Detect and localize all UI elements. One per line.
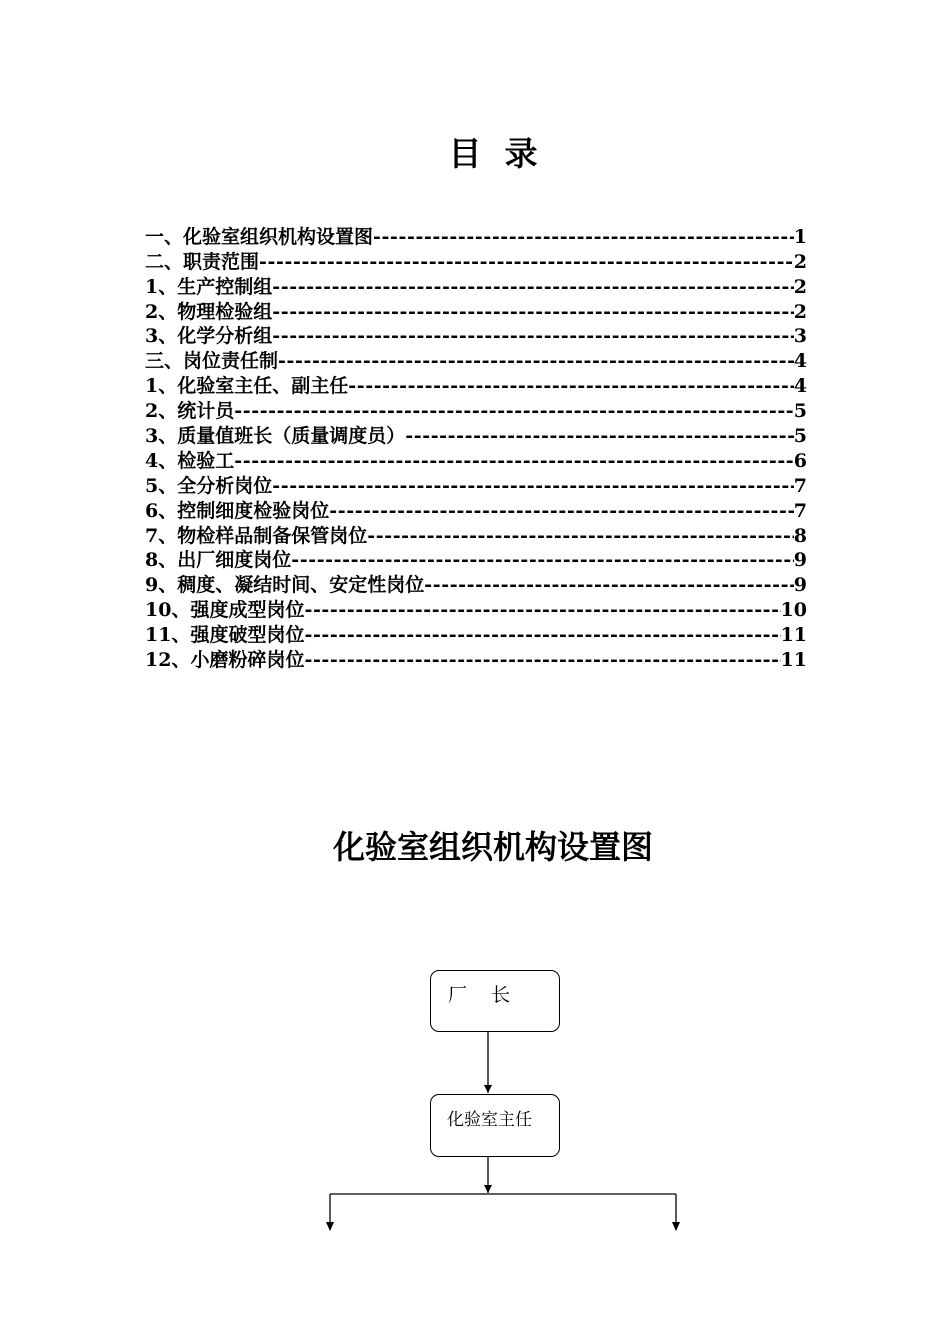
toc-entry-label: 1、生产控制组 xyxy=(145,275,273,298)
toc-entry-page: 2 xyxy=(793,250,807,273)
toc-entry-label: 5、全分析岗位 xyxy=(145,474,273,497)
toc-entry-page: 5 xyxy=(793,400,807,423)
toc-title-text: 目 录 xyxy=(448,134,538,173)
toc-entry-page: 9 xyxy=(793,574,807,597)
toc-entry-page: 9 xyxy=(793,549,807,572)
arrowhead-right xyxy=(672,1222,680,1231)
arrowhead-left xyxy=(326,1222,334,1231)
toc-entry-page: 3 xyxy=(793,325,807,348)
toc-entry-label: 10、强度成型岗位 xyxy=(145,599,305,622)
org-chart-title: 化验室组织机构设置图 xyxy=(332,828,653,866)
org-node-label: 厂 长 xyxy=(448,984,511,1006)
toc-entry-label: 8、出厂细度岗位 xyxy=(145,549,292,572)
toc-entry-page: 2 xyxy=(793,300,807,323)
toc-entry-page: 4 xyxy=(793,350,807,373)
toc-entry-label: 4、检验工 xyxy=(145,449,235,472)
org-node-lab-director xyxy=(430,1094,560,1157)
org-node-factory-head xyxy=(430,970,560,1032)
toc-entry-page: 11 xyxy=(780,649,807,672)
toc-entry-label: 12、小磨粉碎岗位 xyxy=(145,649,305,672)
toc-entry-label: 二、职责范围 xyxy=(145,250,260,273)
toc-entry-label: 1、化验室主任、副主任 xyxy=(145,375,349,398)
toc-entry-label: 3、质量值班长（质量调度员） xyxy=(145,425,406,448)
toc-entry-label: 3、化学分析组 xyxy=(145,325,273,348)
toc-entry-page: 6 xyxy=(793,449,807,472)
arrowhead-branch xyxy=(484,1185,492,1193)
toc-entry-page: 8 xyxy=(793,524,807,547)
toc-entry-page: 11 xyxy=(780,624,807,647)
toc-entry-label: 9、稠度、凝结时间、安定性岗位 xyxy=(145,574,425,597)
toc-entry-label: 11、强度破型岗位 xyxy=(145,624,305,647)
toc-entry-page: 4 xyxy=(793,375,807,398)
toc-entry-page: 1 xyxy=(793,225,807,248)
toc-entry-page: 5 xyxy=(793,425,807,448)
arrowhead-director xyxy=(484,1085,492,1093)
toc-entry-label: 6、控制细度检验岗位 xyxy=(145,499,330,522)
toc-entry-page: 7 xyxy=(793,499,807,522)
toc-entry-page: 2 xyxy=(793,275,807,298)
toc-entry-label: 7、物检样品制备保管岗位 xyxy=(145,524,368,547)
toc-entry-page: 10 xyxy=(780,599,807,622)
toc-entry-label: 2、物理检验组 xyxy=(145,300,273,323)
toc-entry-label: 一、化验室组织机构设置图 xyxy=(145,225,374,248)
toc-entry-label: 三、岗位责任制 xyxy=(145,350,279,373)
toc-entry-page: 7 xyxy=(793,474,807,497)
toc-entry-label: 2、统计员 xyxy=(145,400,235,423)
org-node-label: 化验室主任 xyxy=(447,1110,532,1130)
